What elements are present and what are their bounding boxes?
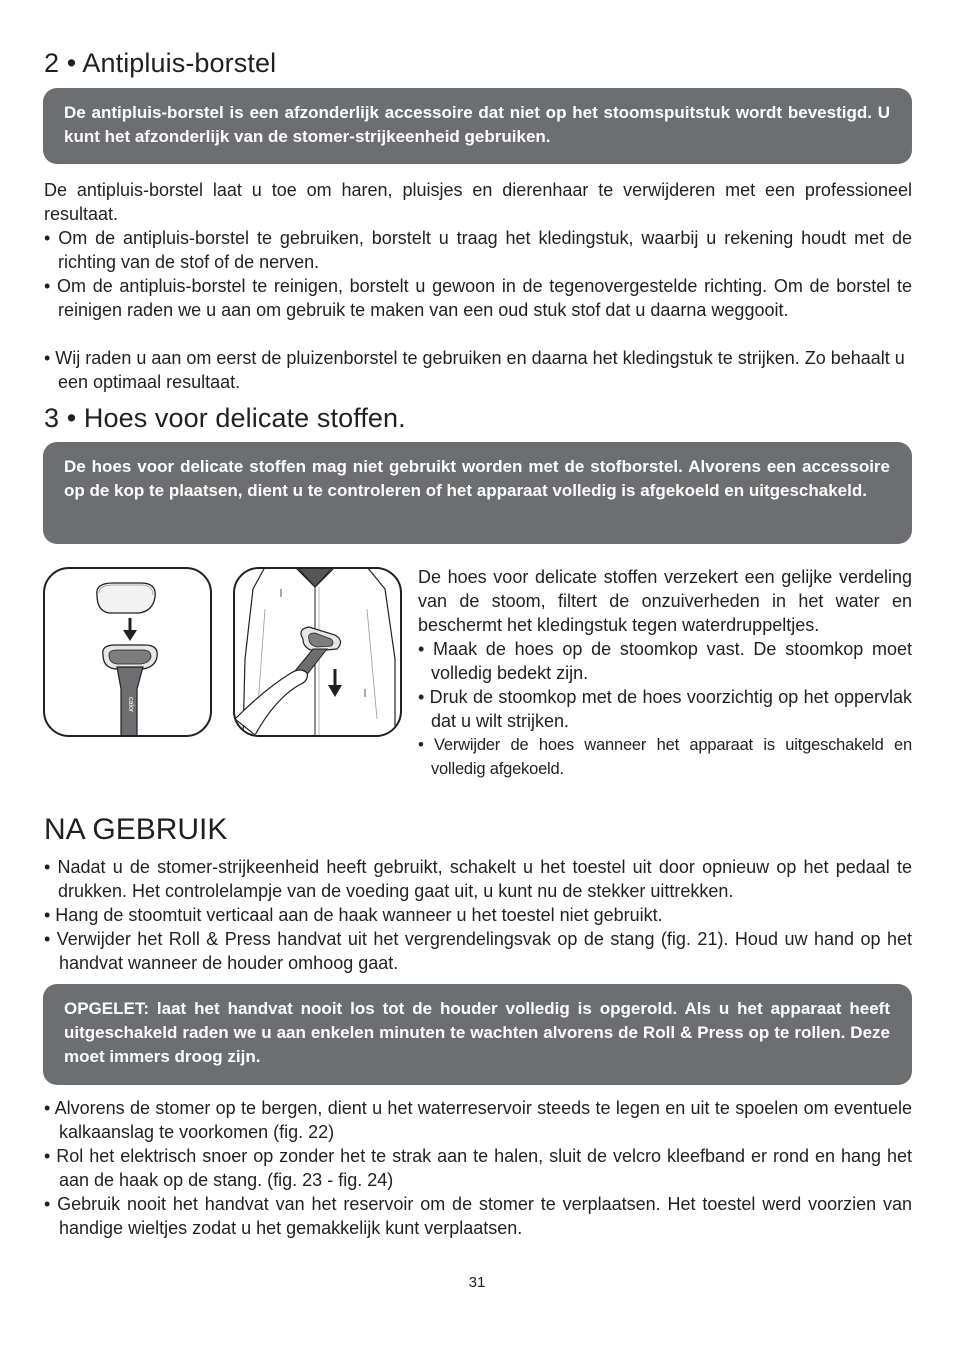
after-use-bullet: • Verwijder het Roll & Press handvat uit het vergrendelingsvak op de stang (fig. 21). Houd uw hand op het handvat wanneer de houder omhoog gaat. (44, 929, 912, 973)
steam-head-cover-illustration (45, 569, 210, 735)
section-3-bullet: • Maak de hoes op de stoomkop vast. De stoomkop moet volledig bedekt zijn. (418, 639, 912, 683)
section-3-heading: 3 • Hoes voor delicate stoffen. (44, 403, 406, 433)
after-use-bullet: • Rol het elektrisch snoer op zonder het te strak aan te halen, sluit de velcro kleefband er rond en hang het aan de haak op de stang. (fig. 23 - fig. 24) (44, 1146, 912, 1190)
section-3-note-box: De hoes voor delicate stoffen mag niet gebruikt worden met de stofborstel. Alvorens een accessoire op de kop te plaatsen, dient u te controleren of het apparaat volledig is afgekoeld en uitgeschakeld. (43, 442, 912, 544)
after-use-bullet: • Nadat u de stomer-strijkeenheid heeft gebruikt, schakelt u het toestel uit door opnieuw op het pedaal te drukken. Het controlelampje van de voeding gaat uit, u kunt nu de stekker uittrekken. (44, 857, 912, 901)
after-use-bullet: • Alvorens de stomer op te bergen, dient u het waterreservoir steeds te legen en uit te spoelen om eventuele kalkaanslag te voorkomen (fig. 22) (44, 1098, 912, 1142)
after-use-warning-box: OPGELET: laat het handvat nooit los tot de houder volledig is opgerold. Als u het apparaat heeft uitgeschakeld raden we u aan enkelen minuten te wachten alvorens de Roll & Press op te rollen. Deze moet immers droog zijn. (43, 984, 912, 1085)
section-2-heading: 2 • Antipluis-borstel (44, 48, 277, 78)
section-2-bullet: • Wij raden u aan om eerst de pluizenborstel te gebruiken en daarna het kledingstuk te strijken. Zo behaalt u een optimaal resultaat. (44, 348, 905, 392)
figure-cover-on-steam-head (43, 567, 212, 737)
section-3-intro: De hoes voor delicate stoffen verzekert een gelijke verdeling van de stoom, filtert de onzuiverheden in het water en beschermt het kledingstuk tegen waterdruppeltjes. (418, 567, 912, 635)
section-3-text-column (418, 565, 912, 781)
brand-mark: calor (127, 697, 134, 713)
after-use-bullet: • Gebruik nooit het handvat van het reservoir om de stomer te verplaatsen. Het toestel werd voorzien van handige wieltjes zodat u het gemakkelijk kunt verplaatsen. (44, 1194, 912, 1238)
page-number: 31 (468, 1274, 486, 1291)
after-use-heading: NA GEBRUIK (44, 813, 228, 846)
section-2-intro: De antipluis-borstel laat u toe om haren, pluisjes en dierenhaar te verwijderen met een professioneel resultaat. (44, 180, 912, 224)
section-2-note-box: De antipluis-borstel is een afzonderlijk accessoire dat niet op het stoomspuitstuk wordt bevestigd. U kunt het afzonderlijk van de stomer-strijkeenheid gebruiken. (43, 88, 912, 164)
figure-steaming-shirt (233, 567, 402, 737)
section-2-bullet: • Om de antipluis-borstel te gebruiken, borstelt u traag het kledingstuk, waarbij u rekening houdt met de richting van de stof of de nerven. (44, 228, 912, 272)
section-3-bullet: • Verwijder de hoes wanneer het apparaat is uitgeschakeld en volledig afgekoeld. (418, 736, 912, 778)
shirt-steaming-illustration (235, 569, 400, 735)
section-3-bullet: • Druk de stoomkop met de hoes voorzichtig op het oppervlak dat u wilt strijken. (418, 687, 912, 731)
after-use-bullet: • Hang de stoomtuit verticaal aan de haak wanneer u het toestel niet gebruikt. (44, 905, 663, 925)
section-2-bullet: • Om de antipluis-borstel te reinigen, borstelt u gewoon in de tegenovergestelde richting. Om de borstel te reinigen raden we u aan om gebruik te maken van een oud stuk stof dat u daarna weggooit. (44, 276, 912, 320)
